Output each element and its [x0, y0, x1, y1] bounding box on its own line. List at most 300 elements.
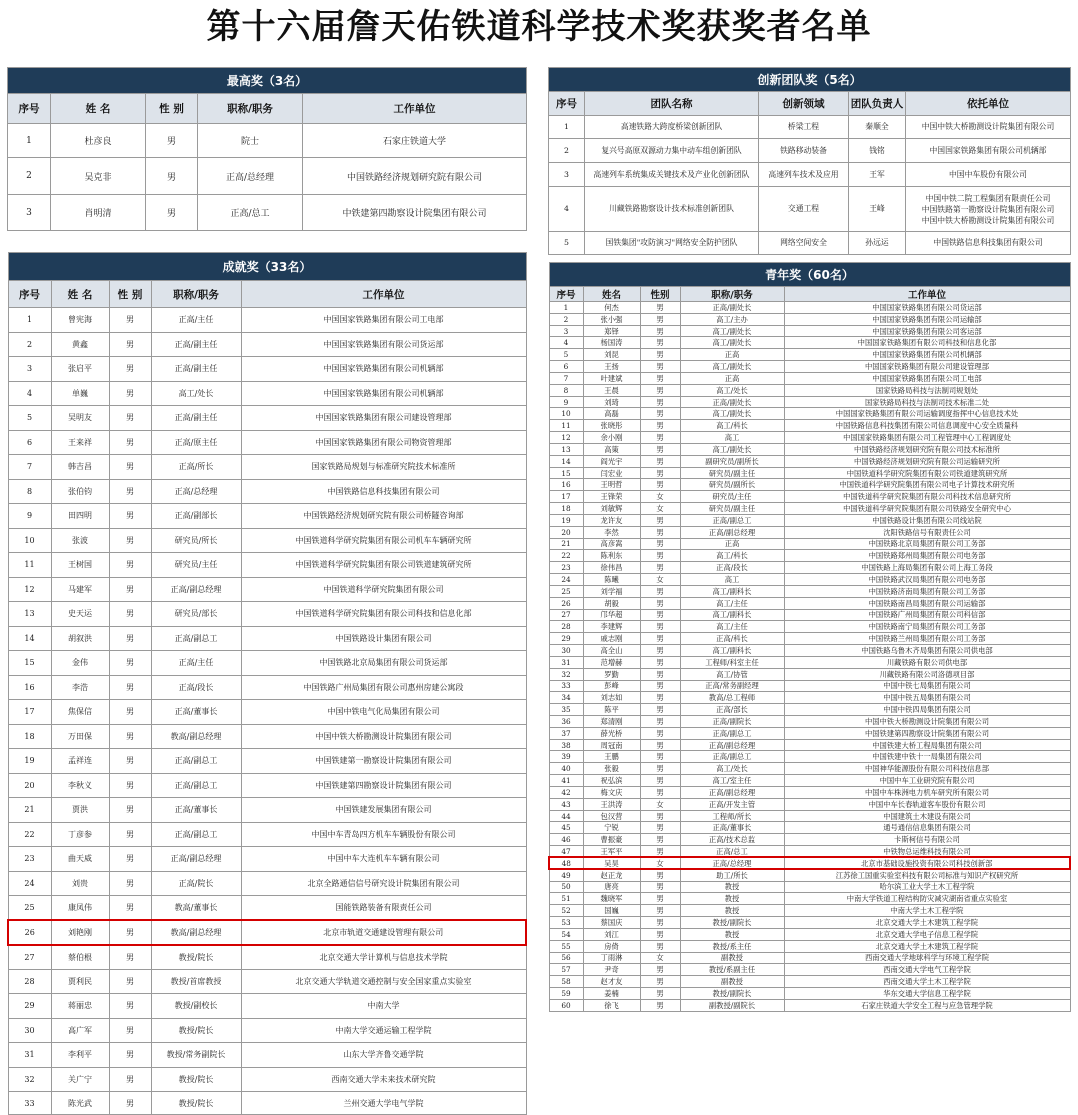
- seq-cell: 3: [8, 357, 51, 382]
- name-cell: 龙许友: [583, 514, 640, 526]
- seq-cell: 46: [549, 834, 583, 846]
- title-cell: 正高/总经理: [680, 857, 784, 869]
- field-cell: 网络空间安全: [759, 232, 849, 255]
- seq-cell: 54: [549, 928, 583, 940]
- gender-cell: 男: [640, 396, 680, 408]
- unit-cell: 中国铁道科学研究院集团有限公司机车车辆研究所: [241, 528, 526, 553]
- title-cell: 教授/副校长: [151, 994, 241, 1019]
- gender-cell: 男: [640, 432, 680, 444]
- name-cell: 张毅: [583, 763, 640, 775]
- leader-cell: 王峰: [849, 187, 906, 232]
- title-cell: 正高/副总经理: [151, 577, 241, 602]
- seq-cell: 4: [549, 337, 583, 349]
- unit-cell: 中国国家铁路集团有限公司建设管理部: [784, 361, 1070, 373]
- col-gender: 性 别: [146, 94, 198, 124]
- gender-cell: 男: [640, 834, 680, 846]
- team-cell: 川藏铁路勘察设计技术标准创新团队: [585, 187, 759, 232]
- title-cell: 高工/副处长: [680, 408, 784, 420]
- col-seq: 序号: [8, 281, 51, 308]
- gender-cell: 男: [640, 928, 680, 940]
- page-title: 第十六届詹天佑铁道科学技术奖获奖者名单: [206, 7, 872, 47]
- title-cell: 正高/总经理: [198, 158, 303, 195]
- title-cell: 教高/副总经理: [151, 920, 241, 945]
- gender-cell: 男: [640, 715, 680, 727]
- table-row: [549, 798, 1070, 810]
- table-row: [8, 195, 527, 231]
- unit-cell: 中国铁道科学研究院集团有限公司电子计算技术研究所: [784, 479, 1070, 491]
- seq-cell: 16: [549, 479, 583, 491]
- unit-cell: 中国铁路南昌局集团有限公司运输部: [784, 597, 1070, 609]
- name-cell: 陈利东: [583, 550, 640, 562]
- gender-cell: 男: [640, 964, 680, 976]
- gender-cell: 男: [640, 869, 680, 881]
- seq-cell: 40: [549, 763, 583, 775]
- title-cell: 正高: [680, 349, 784, 361]
- seq-cell: 16: [8, 675, 51, 700]
- unit-cell: 国家铁路局规划与标准研究院技术标准所: [241, 455, 526, 480]
- unit-cell: 华东交通大学信息工程学院: [784, 988, 1070, 1000]
- table-row: [549, 116, 1071, 139]
- table-row: [549, 893, 1070, 905]
- name-cell: 闫宏业: [583, 467, 640, 479]
- col-unit: 工作单位: [303, 94, 527, 124]
- name-cell: 张波: [51, 528, 109, 553]
- name-cell: 戚志刚: [583, 633, 640, 645]
- table-row: [549, 988, 1070, 1000]
- name-cell: 国巍: [583, 905, 640, 917]
- table-row: [8, 626, 526, 651]
- gender-cell: 男: [640, 822, 680, 834]
- unit-cell: 中国中车工业研究院有限公司: [784, 775, 1070, 787]
- achievement-award-heading: 成就奖（33名）: [8, 253, 526, 281]
- gender-cell: 男: [109, 847, 151, 872]
- gender-cell: 男: [109, 945, 151, 970]
- table-row: [549, 163, 1071, 187]
- seq-cell: 34: [549, 692, 583, 704]
- name-cell: 刘贵: [51, 871, 109, 896]
- seq-cell: 22: [549, 550, 583, 562]
- table-row: [8, 724, 526, 749]
- unit-cell: 山东大学齐鲁交通学院: [241, 1043, 526, 1068]
- name-cell: 陈曦: [583, 574, 640, 586]
- seq-cell: 25: [8, 896, 51, 921]
- seq-cell: 21: [8, 798, 51, 823]
- table-row: [549, 432, 1070, 444]
- seq-cell: 43: [549, 798, 583, 810]
- col-support: 依托单位: [906, 92, 1071, 116]
- unit-cell: 中国中铁五局集团有限公司: [784, 692, 1070, 704]
- title-cell: 高工/室主任: [680, 775, 784, 787]
- unit-cell: 国家铁路局科技与法制司规划处: [784, 384, 1070, 396]
- table-row: [8, 406, 526, 431]
- unit-cell: 中国铁路兰州局集团有限公司工务部: [784, 633, 1070, 645]
- table-row: [8, 994, 526, 1019]
- name-cell: 曾宪海: [51, 308, 109, 333]
- unit-cell: 川藏铁路有限公司洛德项目部: [784, 668, 1070, 680]
- title-cell: 正高/技术总监: [680, 834, 784, 846]
- gender-cell: 男: [109, 920, 151, 945]
- gender-cell: 男: [109, 626, 151, 651]
- table-row: [549, 656, 1070, 668]
- name-cell: 阎光宇: [583, 455, 640, 467]
- unit-cell: 中铁建第四勘察设计院集团有限公司: [303, 195, 527, 231]
- title-cell: 正高/总经理: [151, 479, 241, 504]
- seq-cell: 13: [549, 443, 583, 455]
- col-seq: 序号: [8, 94, 51, 124]
- gender-cell: 男: [146, 195, 198, 231]
- unit-cell: 中国国家铁路集团有限公司机辆部: [241, 381, 526, 406]
- col-seq: 序号: [549, 287, 583, 302]
- table-row: [549, 775, 1070, 787]
- gender-cell: 男: [109, 1018, 151, 1043]
- name-cell: 张伯钧: [51, 479, 109, 504]
- name-cell: 宁锐: [583, 822, 640, 834]
- unit-cell: 中国国家铁路集团有限公司机辆部: [784, 349, 1070, 361]
- name-cell: 尹奇: [583, 964, 640, 976]
- table-row: [549, 361, 1070, 373]
- table-row: [549, 680, 1070, 692]
- unit-cell: 中南大学铁道工程结构防灾减灾湖南省重点实验室: [784, 893, 1070, 905]
- title-cell: 高工/主任: [680, 621, 784, 633]
- title-cell: 教授/系主任: [680, 940, 784, 952]
- unit-cell: 川藏铁路有限公司供电部: [784, 656, 1070, 668]
- name-cell: 梅文庆: [583, 786, 640, 798]
- gender-cell: 男: [640, 302, 680, 314]
- seq-cell: 12: [8, 577, 51, 602]
- name-cell: 陈平: [583, 704, 640, 716]
- gender-cell: 男: [640, 786, 680, 798]
- table-row: [8, 504, 526, 529]
- gender-cell: 男: [640, 751, 680, 763]
- name-cell: 胡毅: [583, 597, 640, 609]
- seq-cell: 32: [8, 1067, 51, 1092]
- name-cell: 蔡国庆: [583, 917, 640, 929]
- name-cell: 贾利民: [51, 969, 109, 994]
- col-seq: 序号: [549, 92, 585, 116]
- unit-cell: 中国中车大连机车车辆有限公司: [241, 847, 526, 872]
- seq-cell: 2: [8, 332, 51, 357]
- col-title: 职称/职务: [198, 94, 303, 124]
- title-cell: 教授/常务副院长: [151, 1043, 241, 1068]
- title-cell: 正高/段长: [680, 562, 784, 574]
- gender-cell: 男: [640, 420, 680, 432]
- title-cell: 正高/副总经理: [680, 526, 784, 538]
- unit-cell: 中国国家铁路集团有限公司建设管理部: [241, 406, 526, 431]
- name-cell: 李建辉: [583, 621, 640, 633]
- gender-cell: 男: [640, 940, 680, 952]
- table-row: [549, 822, 1070, 834]
- col-leader: 团队负责人: [849, 92, 906, 116]
- title-cell: 高工: [680, 574, 784, 586]
- table-row: [549, 139, 1071, 163]
- name-cell: 薛光桥: [583, 727, 640, 739]
- unit-cell: 中国中铁大桥勘测设计院集团有限公司: [241, 724, 526, 749]
- seq-cell: 14: [8, 626, 51, 651]
- unit-cell: 北京全路通信信号研究设计院集团有限公司: [241, 871, 526, 896]
- col-unit: 工作单位: [784, 287, 1070, 302]
- gender-cell: 男: [109, 651, 151, 676]
- gender-cell: 男: [640, 384, 680, 396]
- table-row: [549, 514, 1070, 526]
- title-cell: 助工/所长: [680, 869, 784, 881]
- title-cell: 研究员/部长: [151, 602, 241, 627]
- seq-cell: 2: [8, 158, 51, 195]
- gender-cell: 男: [640, 727, 680, 739]
- achievement-award-table: [7, 252, 527, 1115]
- title-cell: 高工/科长: [680, 420, 784, 432]
- table-row: [549, 928, 1070, 940]
- title-cell: 高工/处长: [151, 381, 241, 406]
- table-row: [549, 810, 1070, 822]
- table-row: [549, 905, 1070, 917]
- table-row: [549, 704, 1070, 716]
- title-cell: 正高/董事长: [151, 798, 241, 823]
- unit-cell: 中国铁路信息科技集团有限公司: [241, 479, 526, 504]
- title-cell: 高工: [680, 432, 784, 444]
- seq-cell: 33: [549, 680, 583, 692]
- gender-cell: 男: [109, 724, 151, 749]
- table-row: [549, 526, 1070, 538]
- table-row: [549, 739, 1070, 751]
- name-cell: 刘昆: [583, 349, 640, 361]
- table-row: [8, 528, 526, 553]
- table-row: [8, 430, 526, 455]
- gender-cell: 女: [640, 952, 680, 964]
- title-cell: 正高/部长: [680, 704, 784, 716]
- seq-cell: 58: [549, 976, 583, 988]
- name-cell: 张晓彤: [583, 420, 640, 432]
- name-cell: 李浩: [51, 675, 109, 700]
- name-cell: 唐亮: [583, 881, 640, 893]
- title-cell: 正高/总工: [198, 195, 303, 231]
- gender-cell: 女: [640, 491, 680, 503]
- unit-cell: 中国中车长春轨道客车股份有限公司: [784, 798, 1070, 810]
- unit-cell: 北京交通大学土木建筑工程学院: [784, 940, 1070, 952]
- gender-cell: 男: [146, 158, 198, 195]
- unit-cell: 中国铁路信息科技集团有限公司信息调度中心安全质量科: [784, 420, 1070, 432]
- gender-cell: 男: [640, 810, 680, 822]
- team-cell: 高速列车系统集成关键技术及产业化创新团队: [585, 163, 759, 187]
- seq-cell: 38: [549, 739, 583, 751]
- title-cell: 工程师/科室主任: [680, 656, 784, 668]
- seq-cell: 1: [8, 308, 51, 333]
- title-cell: 副教授: [680, 976, 784, 988]
- gender-cell: 男: [109, 504, 151, 529]
- unit-cell: 中国铁道科学研究院集团有限公司科技术信息研究所: [784, 491, 1070, 503]
- table-row: [549, 187, 1071, 232]
- table-row: [8, 357, 526, 382]
- seq-cell: 60: [549, 999, 583, 1011]
- gender-cell: 男: [109, 553, 151, 578]
- gender-cell: 男: [640, 550, 680, 562]
- gender-cell: 男: [640, 562, 680, 574]
- table-row: [549, 562, 1070, 574]
- seq-cell: 12: [549, 432, 583, 444]
- gender-cell: 女: [640, 574, 680, 586]
- gender-cell: 男: [109, 773, 151, 798]
- unit-cell: 西南交通大学土木工程学院: [784, 976, 1070, 988]
- name-cell: 祝弘滨: [583, 775, 640, 787]
- unit-cell: 中国铁道科学研究院集团有限公司铁道建筑研究所: [784, 467, 1070, 479]
- name-cell: 余小刚: [583, 432, 640, 444]
- name-cell: 徐伟昌: [583, 562, 640, 574]
- table-row: [549, 302, 1070, 314]
- unit-cell: 中国国家铁路集团有限公司运输部: [784, 313, 1070, 325]
- table-row: [8, 1067, 526, 1092]
- gender-cell: 男: [109, 332, 151, 357]
- name-cell: 蒋丽忠: [51, 994, 109, 1019]
- seq-cell: 23: [8, 847, 51, 872]
- seq-cell: 5: [549, 232, 585, 255]
- unit-cell: 中国铁道科学研究院集团有限公司科技和信息化部: [241, 602, 526, 627]
- unit-cell: 石家庄铁道大学安全工程与应急管理学院: [784, 999, 1070, 1011]
- name-cell: 李然: [583, 526, 640, 538]
- table-row: [549, 455, 1070, 467]
- unit-cell: 中铁物总运维科技有限公司: [784, 846, 1070, 858]
- gender-cell: 男: [109, 602, 151, 627]
- title-cell: 教授/副院长: [680, 917, 784, 929]
- unit-cell: 中国中铁七局集团有限公司: [784, 680, 1070, 692]
- seq-cell: 35: [549, 704, 583, 716]
- unit-cell: 中国铁路南宁局集团有限公司工务部: [784, 621, 1070, 633]
- table-row: [549, 574, 1070, 586]
- unit-cell: 中国铁路上海局集团有限公司上海工务段: [784, 562, 1070, 574]
- table-row: [549, 692, 1070, 704]
- gender-cell: 男: [640, 455, 680, 467]
- gender-cell: 男: [640, 479, 680, 491]
- gender-cell: 男: [640, 349, 680, 361]
- table-row: [8, 822, 526, 847]
- unit-cell: 中国中铁大桥勘测设计院集团有限公司: [784, 715, 1070, 727]
- title-cell: 正高/董事长: [151, 700, 241, 725]
- table-row: [549, 503, 1070, 515]
- title-cell: 正高/所长: [151, 455, 241, 480]
- unit-cell: 中国铁路武汉局集团有限公司电务部: [784, 574, 1070, 586]
- title-cell: 正高: [680, 538, 784, 550]
- gender-cell: 男: [640, 668, 680, 680]
- support-cell: 中国中铁二院工程集团有限责任公司 中国铁路第一勘察设计院集团有限公司 中国中铁大桥勘测设计院集团有限公司: [906, 187, 1071, 232]
- unit-cell: 中国铁路经济规划研究院有限公司桥隧咨询部: [241, 504, 526, 529]
- title-cell: 教授/首席教授: [151, 969, 241, 994]
- unit-cell: 中国建筑土木建设有限公司: [784, 810, 1070, 822]
- name-cell: 郑铎: [583, 325, 640, 337]
- name-cell: 高磊: [583, 408, 640, 420]
- name-cell: 范增赫: [583, 656, 640, 668]
- seq-cell: 24: [549, 574, 583, 586]
- table-row: [8, 1092, 526, 1115]
- seq-cell: 7: [549, 372, 583, 384]
- name-cell: 焦保信: [51, 700, 109, 725]
- title-cell: 正高/副总工: [680, 751, 784, 763]
- team-cell: 高速铁路大跨度桥梁创新团队: [585, 116, 759, 139]
- unit-cell: 中国铁路北京局集团有限公司货运部: [241, 651, 526, 676]
- title-cell: 高工/副处长: [680, 325, 784, 337]
- gender-cell: 男: [640, 597, 680, 609]
- unit-cell: 中国中铁电气化局集团有限公司: [241, 700, 526, 725]
- seq-cell: 3: [8, 195, 51, 231]
- table-row: [8, 479, 526, 504]
- name-cell: 吴昊: [583, 857, 640, 869]
- gender-cell: 男: [640, 656, 680, 668]
- gender-cell: 男: [109, 430, 151, 455]
- leader-cell: 王军: [849, 163, 906, 187]
- unit-cell: 北京交通大学轨道交通控制与安全国家重点实验室: [241, 969, 526, 994]
- youth-award-heading: 青年奖（60名）: [549, 263, 1070, 287]
- name-cell: 王军平: [583, 846, 640, 858]
- unit-cell: 中国铁路广州局集团有限公司科信部: [784, 609, 1070, 621]
- seq-cell: 32: [549, 668, 583, 680]
- table-row: [549, 313, 1070, 325]
- title-cell: 研究员/副主任: [680, 503, 784, 515]
- gender-cell: 男: [640, 538, 680, 550]
- seq-cell: 3: [549, 163, 585, 187]
- title-cell: 教高/副总经理: [151, 724, 241, 749]
- seq-cell: 37: [549, 727, 583, 739]
- gender-cell: 男: [109, 577, 151, 602]
- table-row: [8, 847, 526, 872]
- seq-cell: 27: [549, 609, 583, 621]
- youth-award-table: [548, 262, 1071, 1012]
- unit-cell: 中国铁路北京局集团有限公司工务部: [784, 538, 1070, 550]
- gender-cell: 男: [640, 467, 680, 479]
- table-row: [8, 1043, 526, 1068]
- table-row: [8, 124, 527, 158]
- unit-cell: 中国铁建中铁十一局集团有限公司: [784, 751, 1070, 763]
- table-row: [8, 896, 526, 921]
- seq-cell: 57: [549, 964, 583, 976]
- table-row: [549, 633, 1070, 645]
- title-cell: 教授: [680, 928, 784, 940]
- gender-cell: 男: [640, 917, 680, 929]
- seq-cell: 13: [8, 602, 51, 627]
- name-cell: 田四明: [51, 504, 109, 529]
- unit-cell: 中国铁建第四勘察设计院集团有限公司: [784, 727, 1070, 739]
- col-gender: 性 别: [109, 281, 151, 308]
- title-cell: 正高/主任: [151, 651, 241, 676]
- table-row: [549, 869, 1070, 881]
- title-cell: 研究员/所长: [151, 528, 241, 553]
- unit-cell: 中国铁路济南局集团有限公司工务部: [784, 585, 1070, 597]
- table-row: [549, 621, 1070, 633]
- team-award-heading: 创新团队奖（5名）: [549, 68, 1071, 92]
- table-row: [549, 999, 1070, 1011]
- table-row: [549, 372, 1070, 384]
- field-cell: 高速列车技术及应用: [759, 163, 849, 187]
- seq-cell: 44: [549, 810, 583, 822]
- table-row: [8, 700, 526, 725]
- seq-cell: 33: [8, 1092, 51, 1115]
- name-cell: 姜楠: [583, 988, 640, 1000]
- table-row: [8, 773, 526, 798]
- title-cell: 高工/副科长: [680, 585, 784, 597]
- name-cell: 万田保: [51, 724, 109, 749]
- name-cell: 叶建斌: [583, 372, 640, 384]
- seq-cell: 24: [8, 871, 51, 896]
- seq-cell: 3: [549, 325, 583, 337]
- unit-cell: 中国国家铁路集团有限公司货运部: [784, 302, 1070, 314]
- name-cell: 高全山: [583, 645, 640, 657]
- unit-cell: 中国国家铁路集团有限公司工电部: [241, 308, 526, 333]
- unit-cell: 西南交通大学电气工程学院: [784, 964, 1070, 976]
- seq-cell: 45: [549, 822, 583, 834]
- seq-cell: 39: [549, 751, 583, 763]
- unit-cell: 中国铁路乌鲁木齐局集团有限公司供电部: [784, 645, 1070, 657]
- table-row: [549, 585, 1070, 597]
- table-row: [8, 158, 527, 195]
- name-cell: 赵正龙: [583, 869, 640, 881]
- unit-cell: 兰州交通大学电气学院: [241, 1092, 526, 1115]
- name-cell: 徐飞: [583, 999, 640, 1011]
